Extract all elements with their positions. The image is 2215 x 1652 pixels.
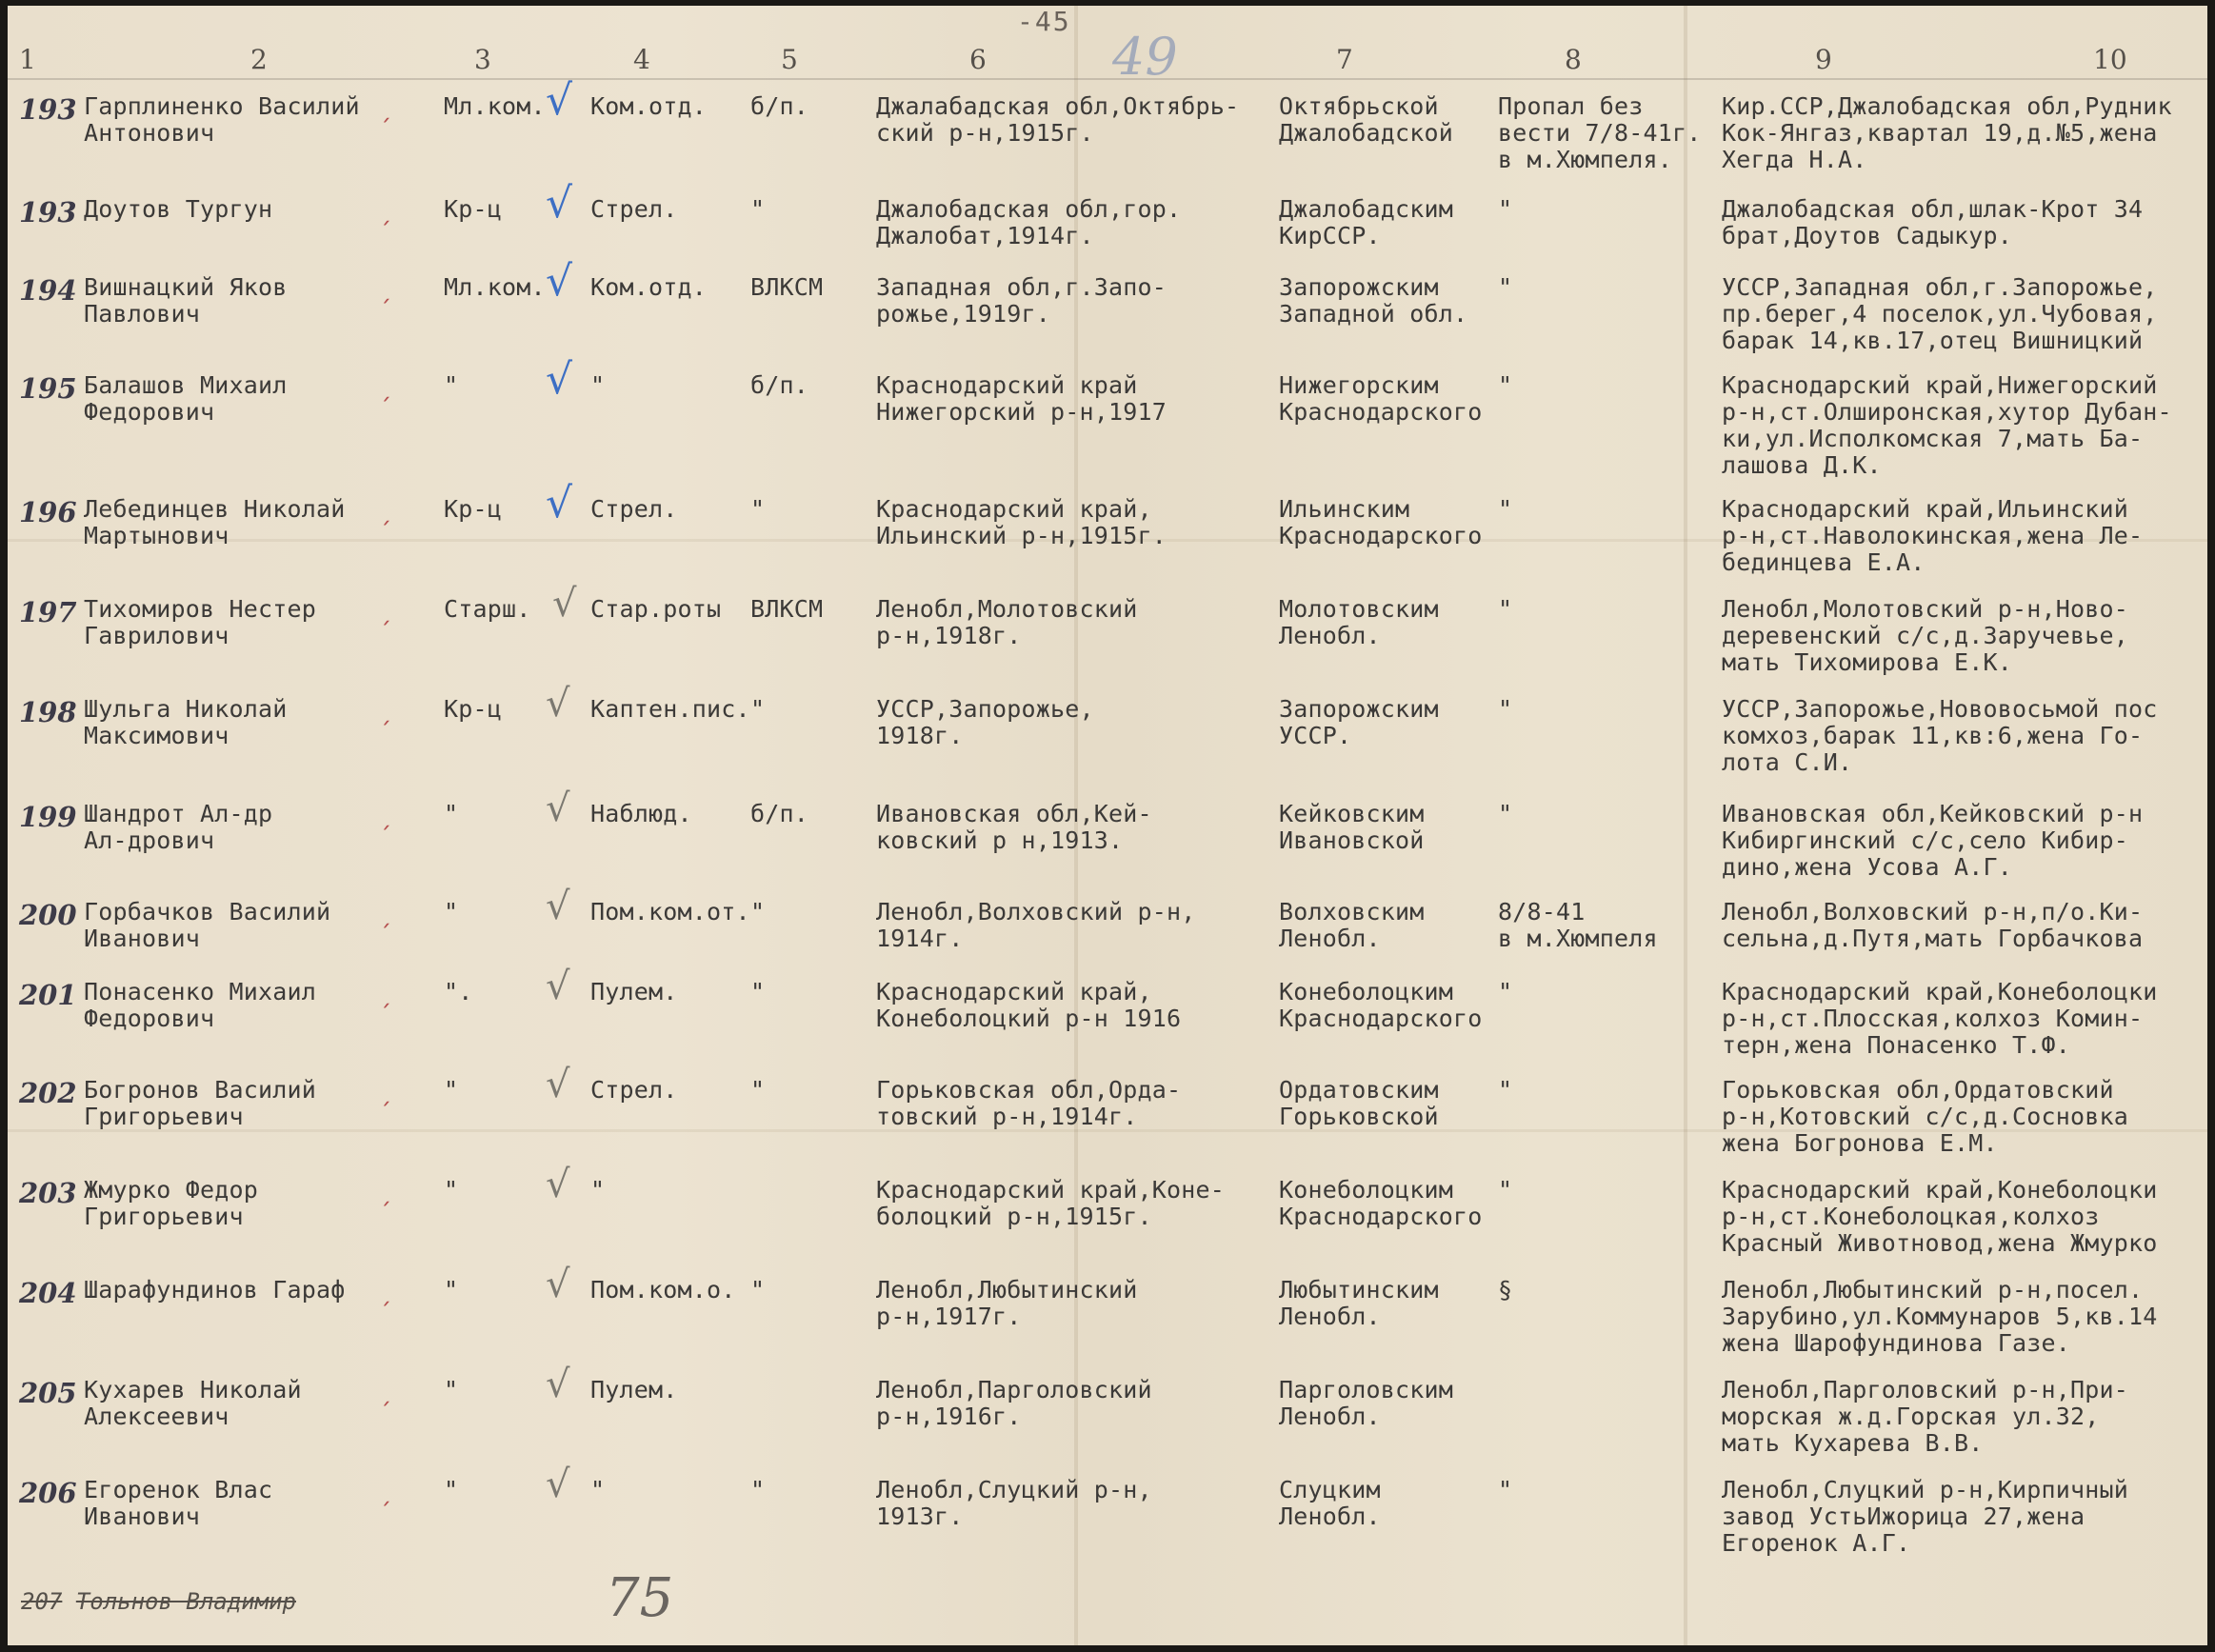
fate: " bbox=[1498, 595, 1513, 623]
draft-office: Любытинским Ленобл. bbox=[1279, 1276, 1439, 1330]
record-number: 193 bbox=[19, 196, 77, 229]
red-tick-mark: ˏ bbox=[379, 1177, 394, 1205]
party-membership: б/п. bbox=[750, 800, 809, 827]
draft-office: Молотовским Ленобл. bbox=[1279, 595, 1439, 649]
red-tick-mark: ˏ bbox=[379, 899, 394, 927]
party-membership: " bbox=[750, 898, 766, 926]
checkmark-icon: √ bbox=[546, 965, 570, 1008]
record-number: 203 bbox=[19, 1177, 77, 1209]
party-membership: " bbox=[750, 1076, 766, 1104]
draft-office: Парголовским Ленобл. bbox=[1279, 1376, 1454, 1430]
table-row bbox=[8, 1463, 2207, 1582]
header-divider bbox=[8, 78, 2207, 80]
position: Каптен.пис. bbox=[590, 695, 750, 723]
draft-office: Запорожским УССР. bbox=[1279, 695, 1439, 749]
soldier-name: Шандрот Ал-др Ал-дрович bbox=[84, 800, 273, 854]
red-tick-mark: ˏ bbox=[379, 696, 394, 725]
party-membership: ВЛКСМ bbox=[750, 273, 824, 301]
table-row bbox=[8, 1063, 2207, 1182]
soldier-name: Вишнацкий Яков Павлович bbox=[84, 273, 288, 328]
draft-office: Конеболоцким Краснодарского bbox=[1279, 978, 1483, 1032]
birthplace: Горьковская обл,Орда- товский р-н,1914г. bbox=[876, 1076, 1182, 1130]
fate: " bbox=[1498, 1076, 1513, 1104]
draft-office: Кейковским Ивановской bbox=[1279, 800, 1425, 854]
birthplace: Ленобл,Молотовский р-н,1918г. bbox=[876, 595, 1138, 649]
draft-office: Ильинским Краснодарского bbox=[1279, 495, 1483, 549]
red-tick-mark: ˏ bbox=[379, 372, 394, 401]
soldier-name: Горбачков Василий Иванович bbox=[84, 898, 331, 952]
position: Стар.роты bbox=[590, 595, 722, 623]
red-tick-mark: ˏ bbox=[379, 979, 394, 1007]
rank: " bbox=[444, 800, 459, 827]
red-tick-mark: ˏ bbox=[379, 596, 394, 625]
birthplace: Ленобл,Парголовский р-н,1916г. bbox=[876, 1376, 1152, 1430]
relatives-address: Ленобл,Парголовский р-н,При- морская ж.д.Горская ул.32, мать Кухарева В.В. bbox=[1722, 1376, 2129, 1457]
table-row bbox=[8, 355, 2207, 479]
table-row bbox=[8, 1163, 2207, 1282]
birthplace: Джалобадская обл,гор. Джалобат,1914г. bbox=[876, 195, 1182, 249]
soldier-name: Лебединцев Николай Мартынович bbox=[84, 495, 346, 549]
rank: " bbox=[444, 898, 459, 926]
table-row bbox=[8, 786, 2207, 906]
record-number: 201 bbox=[19, 979, 77, 1011]
party-membership: " bbox=[750, 495, 766, 523]
party-membership: б/п. bbox=[750, 371, 809, 399]
soldier-name: Понасенко Михаил Федорович bbox=[84, 978, 317, 1032]
position: Пом.ком.от. bbox=[590, 898, 750, 926]
column-number: 7 bbox=[1336, 44, 1353, 75]
soldier-name: Тихомиров Нестер Гаврилович bbox=[84, 595, 317, 649]
column-number: 10 bbox=[2093, 44, 2127, 75]
position: " bbox=[590, 1176, 606, 1204]
sheet-number: -45 bbox=[1017, 6, 1071, 37]
checkmark-icon: √ bbox=[546, 257, 573, 306]
birthplace: Краснодарский край Нижегорский р-н,1917 bbox=[876, 371, 1167, 426]
soldier-name: Жмурко Федор Григорьевич bbox=[84, 1176, 259, 1230]
soldier-name: Шарафундинов Гараф bbox=[84, 1276, 346, 1304]
draft-office: Октябрьской Джалобадской bbox=[1279, 92, 1454, 147]
checkmark-icon: √ bbox=[546, 479, 573, 527]
fate: " bbox=[1498, 800, 1513, 827]
column-number: 3 bbox=[474, 44, 491, 75]
checkmark-icon: √ bbox=[546, 179, 573, 228]
table-row bbox=[8, 965, 2207, 1084]
party-membership: " bbox=[750, 1276, 766, 1304]
position: " bbox=[590, 371, 606, 399]
birthplace: Ленобл,Любытинский р-н,1917г. bbox=[876, 1276, 1138, 1330]
table-row bbox=[8, 1363, 2207, 1482]
struck-record-number: 207 bbox=[21, 1588, 63, 1615]
fate: " bbox=[1498, 1476, 1513, 1503]
draft-office: Конеболоцким Краснодарского bbox=[1279, 1176, 1483, 1230]
birthplace: Джалабадская обл,Октябрь- ский р-н,1915г. bbox=[876, 92, 1240, 147]
relatives-address: УССР,Западная обл,г.Запорожье, пр.берег,4 поселок,ул.Чубовая, барак 14,кв.17,отец Вишницкий bbox=[1722, 273, 2158, 354]
checkmark-icon: √ bbox=[546, 786, 570, 830]
rank: Кр-ц bbox=[444, 195, 503, 223]
red-tick-mark: ˏ bbox=[379, 1277, 394, 1305]
relatives-address: Краснодарский край,Нижегорский р-н,ст.Олширонская,хутор Дубан- ки,ул.Исполкомская 7,мать Ба- лашова Д.К. bbox=[1722, 371, 2172, 479]
table-row bbox=[8, 682, 2207, 801]
relatives-address: УССР,Запорожье,Нововосьмой пос комхоз,барак 11,кв:6,жена Го- лота С.И. bbox=[1722, 695, 2158, 776]
party-membership: " bbox=[750, 695, 766, 723]
column-number: 4 bbox=[633, 44, 650, 75]
record-number: 205 bbox=[19, 1377, 77, 1409]
rank: " bbox=[444, 1176, 459, 1204]
fate: " bbox=[1498, 978, 1513, 1005]
position: Пом.ком.о. bbox=[590, 1276, 736, 1304]
checkmark-icon: √ bbox=[546, 1463, 570, 1506]
struck-record bbox=[21, 1588, 296, 1615]
table-row bbox=[8, 1263, 2207, 1382]
relatives-address: Краснодарский край,Конеболоцки р-н,ст.Конеболоцкая,колхоз Красный Животновод,жена Жмурко bbox=[1722, 1176, 2158, 1257]
column-number: 2 bbox=[250, 44, 268, 75]
red-tick-mark: ˏ bbox=[379, 93, 394, 122]
table-row bbox=[8, 479, 2207, 601]
checkmark-icon: √ bbox=[546, 1063, 570, 1106]
fate: " bbox=[1498, 273, 1513, 301]
party-membership: " bbox=[750, 978, 766, 1005]
table-row bbox=[8, 257, 2207, 379]
relatives-address: Кир.ССР,Джалобадская обл,Рудник Кок-Янгаз,квартал 19,д.№5,жена Хегда Н.А. bbox=[1722, 92, 2172, 173]
party-membership: ВЛКСМ bbox=[750, 595, 824, 623]
rank: " bbox=[444, 1376, 459, 1403]
soldier-name: Доутов Тургун bbox=[84, 195, 273, 223]
rank: " bbox=[444, 1076, 459, 1104]
red-tick-mark: ˏ bbox=[379, 801, 394, 829]
draft-office: Запорожским Западной обл. bbox=[1279, 273, 1468, 328]
relatives-address: Ивановская обл,Кейковский р-н Кибиргинский с/с,село Кибир- дино,жена Усова А.Г. bbox=[1722, 800, 2144, 881]
party-membership: б/п. bbox=[750, 92, 809, 120]
soldier-name: Богронов Василий Григорьевич bbox=[84, 1076, 317, 1130]
position: Пулем. bbox=[590, 1376, 678, 1403]
record-number: 198 bbox=[19, 696, 77, 728]
soldier-name: Егоренок Влас Иванович bbox=[84, 1476, 273, 1530]
red-tick-mark: ˏ bbox=[379, 1477, 394, 1505]
checkmark-icon: √ bbox=[546, 1263, 570, 1306]
rank: Мл.ком. bbox=[444, 92, 546, 120]
party-membership: " bbox=[750, 195, 766, 223]
column-number: 1 bbox=[19, 44, 36, 75]
red-tick-mark: ˏ bbox=[379, 1077, 394, 1105]
rank: " bbox=[444, 1476, 459, 1503]
soldier-name: Шульга Николай Максимович bbox=[84, 695, 288, 749]
birthplace: Западная обл,г.Запо- рожье,1919г. bbox=[876, 273, 1167, 328]
position: Наблюд. bbox=[590, 800, 692, 827]
relatives-address: Джалобадская обл,шлак-Крот 34 брат,Доутов Садыкур. bbox=[1722, 195, 2144, 249]
rank: " bbox=[444, 371, 459, 399]
fate: Пропал без вести 7/8-41г. в м.Хюмпеля. bbox=[1498, 92, 1702, 173]
position: Стрел. bbox=[590, 195, 678, 223]
position: Пулем. bbox=[590, 978, 678, 1005]
rank: Мл.ком. bbox=[444, 273, 546, 301]
fate: " bbox=[1498, 371, 1513, 399]
checkmark-icon: √ bbox=[546, 355, 573, 404]
fate: " bbox=[1498, 195, 1513, 223]
position: Ком.отд. bbox=[590, 92, 708, 120]
record-number: 206 bbox=[19, 1477, 77, 1509]
fate: " bbox=[1498, 695, 1513, 723]
relatives-address: Ленобл,Волховский р-н,п/о.Ки- сельна,д.Путя,мать Горбачкова bbox=[1722, 898, 2144, 952]
relatives-address: Горьковская обл,Ордатовский р-н,Котовский с/с,д.Сосновка жена Богронова Е.М. bbox=[1722, 1076, 2129, 1157]
relatives-address: Ленобл,Молотовский р-н,Ново- деревенский с/с,д.Заручевье, мать Тихомирова Е.К. bbox=[1722, 595, 2129, 676]
column-number: 5 bbox=[781, 44, 798, 75]
birthplace: Краснодарский край, Ильинский р-н,1915г. bbox=[876, 495, 1167, 549]
position: " bbox=[590, 1476, 606, 1503]
rank: " bbox=[444, 1276, 459, 1304]
table-row bbox=[8, 76, 2207, 198]
fate: " bbox=[1498, 495, 1513, 523]
soldier-name: Кухарев Николай Алексеевич bbox=[84, 1376, 302, 1430]
soldier-name: Балашов Михаил Федорович bbox=[84, 371, 288, 426]
column-number: 8 bbox=[1565, 44, 1582, 75]
birthplace: Краснодарский край, Конеболоцкий р-н 1916 bbox=[876, 978, 1182, 1032]
record-number: 196 bbox=[19, 496, 77, 528]
archive-stamp-number: 49 bbox=[1112, 27, 1178, 87]
checkmark-icon: √ bbox=[546, 1163, 570, 1206]
draft-office: Джалобадским КирССР. bbox=[1279, 195, 1454, 249]
column-number: 6 bbox=[969, 44, 987, 75]
document-sheet bbox=[8, 6, 2207, 1645]
record-number: 200 bbox=[19, 899, 77, 931]
birthplace: Ленобл,Слуцкий р-н, 1913г. bbox=[876, 1476, 1152, 1530]
draft-office: Нижегорским Краснодарского bbox=[1279, 371, 1483, 426]
record-number: 199 bbox=[19, 801, 77, 833]
record-number: 197 bbox=[19, 596, 77, 628]
record-number: 204 bbox=[19, 1277, 77, 1309]
red-tick-mark: ˏ bbox=[379, 274, 394, 303]
rank: Кр-ц bbox=[444, 695, 503, 723]
soldier-name: Гарплиненко Василий Антонович bbox=[84, 92, 360, 147]
record-number: 193 bbox=[19, 93, 77, 126]
checkmark-icon: √ bbox=[546, 1363, 570, 1406]
rank: ". bbox=[444, 978, 473, 1005]
birthplace: УССР,Запорожье, 1918г. bbox=[876, 695, 1094, 749]
birthplace: Краснодарский край,Коне- болоцкий р-н,1915г. bbox=[876, 1176, 1226, 1230]
party-membership: " bbox=[750, 1476, 766, 1503]
relatives-address: Краснодарский край,Ильинский р-н,ст.Наволокинская,жена Ле- бединцева Е.А. bbox=[1722, 495, 2144, 576]
checkmark-icon: √ bbox=[546, 682, 570, 726]
rank: Кр-ц bbox=[444, 495, 503, 523]
column-number: 9 bbox=[1815, 44, 1832, 75]
draft-office: Ордатовским Горьковской bbox=[1279, 1076, 1439, 1130]
struck-record-name: Тольнов Владимир bbox=[75, 1588, 296, 1615]
table-row bbox=[8, 582, 2207, 701]
handwritten-mark: 75 bbox=[606, 1567, 674, 1629]
red-tick-mark: ˏ bbox=[379, 496, 394, 525]
checkmark-icon: √ bbox=[546, 76, 573, 125]
position: Ком.отд. bbox=[590, 273, 708, 301]
position: Стрел. bbox=[590, 1076, 678, 1104]
record-number: 202 bbox=[19, 1077, 77, 1109]
birthplace: Ленобл,Волховский р-н, 1914г. bbox=[876, 898, 1196, 952]
relatives-address: Краснодарский край,Конеболоцки р-н,ст.Плосская,колхоз Комин- терн,жена Понасенко Т.Ф. bbox=[1722, 978, 2158, 1059]
checkmark-icon: √ bbox=[546, 885, 570, 928]
record-number: 194 bbox=[19, 274, 77, 307]
fate: 8/8-41 в м.Хюмпеля bbox=[1498, 898, 1658, 952]
relatives-address: Ленобл,Любытинский р-н,посел. Зарубино,ул.Коммунаров 5,кв.14 жена Шарофундинова Газе. bbox=[1722, 1276, 2158, 1357]
draft-office: Волховским Ленобл. bbox=[1279, 898, 1425, 952]
draft-office: Слуцким Ленобл. bbox=[1279, 1476, 1381, 1530]
fate: § bbox=[1498, 1276, 1513, 1304]
checkmark-icon: √ bbox=[552, 582, 577, 626]
birthplace: Ивановская обл,Кей- ковский р н,1913. bbox=[876, 800, 1152, 854]
fate: " bbox=[1498, 1176, 1513, 1204]
position: Стрел. bbox=[590, 495, 678, 523]
red-tick-mark: ˏ bbox=[379, 196, 394, 225]
rank: Старш. bbox=[444, 595, 531, 623]
relatives-address: Ленобл,Слуцкий р-н,Кирпичный завод УстьИжорица 27,жена Егоренок А.Г. bbox=[1722, 1476, 2129, 1557]
red-tick-mark: ˏ bbox=[379, 1377, 394, 1405]
record-number: 195 bbox=[19, 372, 77, 405]
